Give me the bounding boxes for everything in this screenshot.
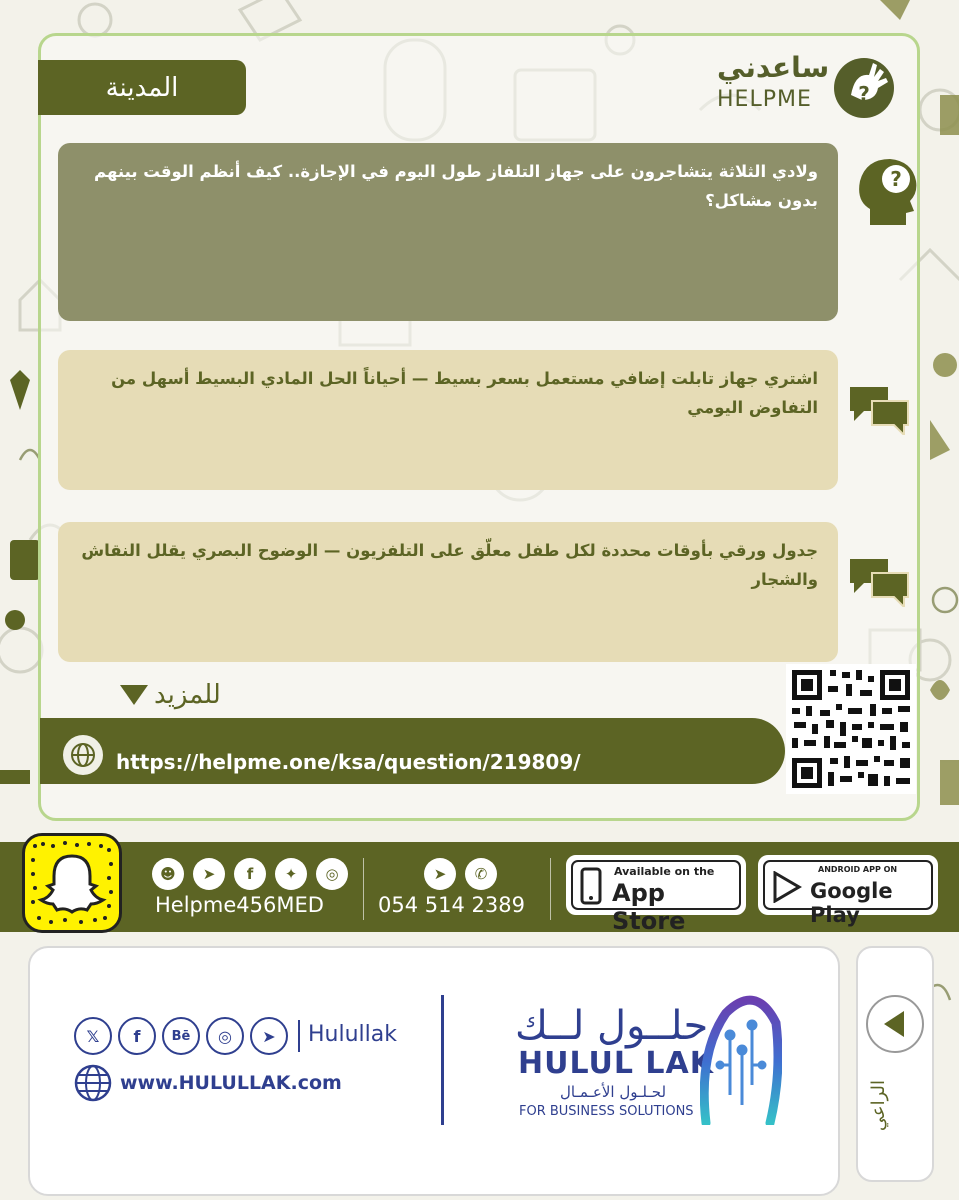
city-label: المدينة: [105, 72, 179, 103]
answer-text: جدول ورقي بأوقات محددة لكل طفل معلّق على التلفزيون — الوضوح البصري يقلل النقاش والشجار: [81, 541, 818, 589]
whatsapp-icon[interactable]: ✆: [465, 858, 497, 890]
divider: [298, 1020, 300, 1052]
hulul-website[interactable]: www.HULULLAK.com: [120, 1072, 342, 1094]
more-label: للمزيد: [154, 680, 221, 710]
google-small: ANDROID APP ON: [818, 865, 898, 874]
hulul-logo-icon: [700, 995, 782, 1125]
sponsor-label: الراعي: [868, 1080, 889, 1132]
chat-bubbles-icon: [848, 385, 910, 435]
helpme-social-icons: [152, 858, 348, 890]
question-box: [58, 143, 838, 321]
sponsor-side-card: [856, 946, 934, 1182]
hulul-handle[interactable]: Hulullak: [308, 1022, 397, 1047]
question-text: ولادي الثلاثة يتشاجرون على جهاز التلفاز طول اليوم في الإجازة.. كيف أنظم الوقت بينهم بدون مشاكل؟: [94, 162, 818, 210]
hulul-tagline-en: FOR BUSINESS SOLUTIONS: [519, 1104, 694, 1119]
qr-code: [786, 664, 916, 794]
social-handle[interactable]: Helpme456MED: [155, 893, 324, 917]
play-back-icon: [868, 997, 922, 1051]
answer-box: [58, 522, 838, 662]
question-url[interactable]: https://helpme.one/ksa/question/219809/: [116, 750, 581, 774]
hulul-name-ar: حلــول لــك: [515, 1003, 709, 1049]
phone-number[interactable]: 054 514 2389: [378, 893, 525, 917]
twitter-icon[interactable]: ✦: [275, 858, 307, 890]
google-play-badge[interactable]: [758, 855, 938, 927]
answer-box: [58, 350, 838, 490]
play-icon: [772, 871, 802, 903]
instagram-icon[interactable]: ◎: [206, 1017, 244, 1055]
helping-hand-icon: [831, 55, 897, 121]
phone-icon: [580, 867, 602, 905]
hulul-social-icons: [74, 1017, 288, 1055]
facebook-icon[interactable]: f: [234, 858, 266, 890]
google-big: Google Play: [810, 879, 893, 927]
telegram-icon[interactable]: ➤: [193, 858, 225, 890]
logo-english: HELPME: [717, 87, 812, 112]
app-store-big: App Store: [612, 879, 686, 935]
question-head-icon: [852, 155, 922, 230]
globe-icon: [74, 1064, 112, 1102]
globe-icon: [62, 734, 104, 776]
divider: [363, 858, 364, 920]
logo-arabic: ساعدني: [717, 51, 830, 84]
divider: [441, 995, 444, 1125]
svg-text:?: ?: [890, 167, 902, 191]
instagram-icon[interactable]: ◎: [316, 858, 348, 890]
svg-text:?: ?: [858, 82, 870, 106]
behance-icon[interactable]: Bē: [162, 1017, 200, 1055]
hulul-name-en: HULUL LAK: [518, 1046, 715, 1081]
facebook-icon[interactable]: f: [118, 1017, 156, 1055]
snapchat-code[interactable]: [22, 833, 122, 933]
app-store-badge[interactable]: [566, 855, 746, 935]
more-link[interactable]: [120, 675, 250, 715]
snapchat-ghost-icon: [25, 836, 119, 930]
chevron-down-icon: [120, 685, 148, 705]
telegram-icon[interactable]: ➤: [250, 1017, 288, 1055]
phone-icons: [424, 858, 497, 890]
chat-bubbles-icon: [848, 557, 910, 607]
x-icon[interactable]: 𝕏: [74, 1017, 112, 1055]
answer-text: اشتري جهاز تابلت إضافي مستعمل بسعر بسيط — أحياناً الحل المادي البسيط أسهل من التفاوض اليومي: [111, 369, 818, 417]
helpme-logo: [715, 51, 905, 121]
city-tab: [38, 60, 246, 115]
snapchat-icon[interactable]: ☻: [152, 858, 184, 890]
hulul-tagline-ar: لحـلـول الأعـمـال: [560, 1083, 667, 1101]
divider: [550, 858, 551, 920]
app-store-small: Available on the: [614, 865, 715, 878]
telegram-icon[interactable]: ➤: [424, 858, 456, 890]
back-button[interactable]: [866, 995, 924, 1053]
